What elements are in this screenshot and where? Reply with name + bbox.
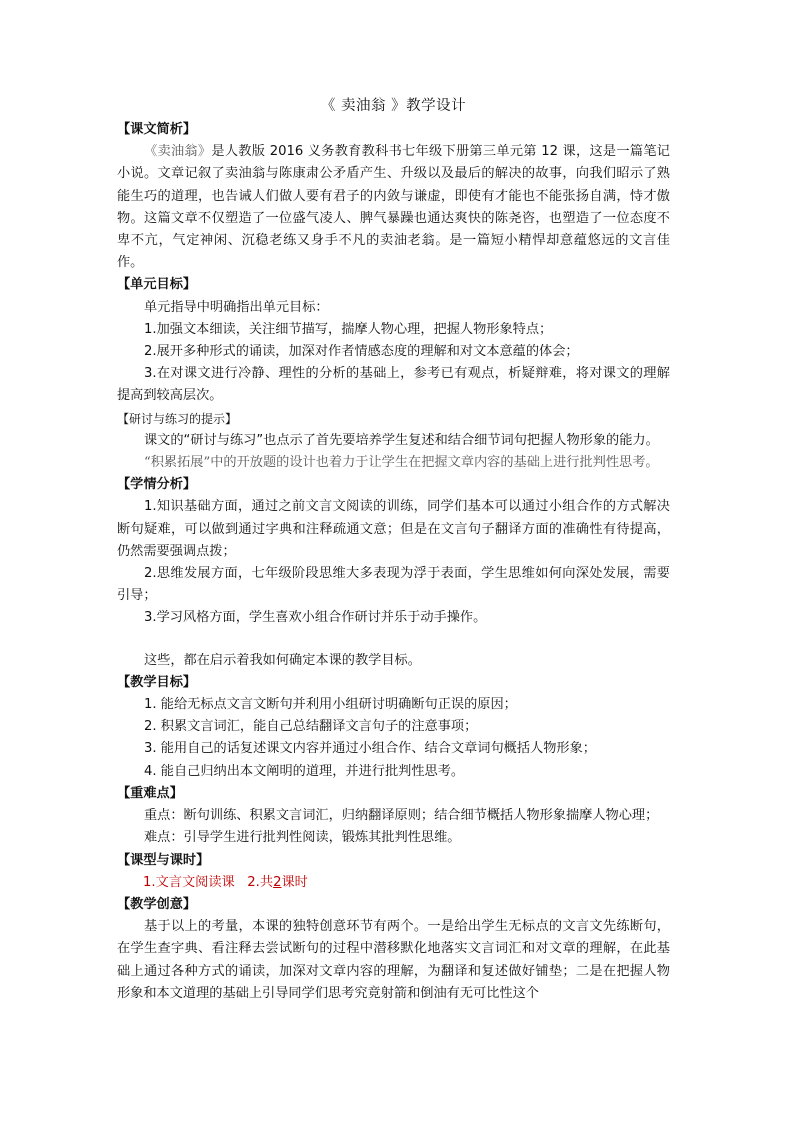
teaching-goal-item: 1. 能给无标点文言文断句并利用小组研讨明确断句正误的原因； (144, 697, 517, 713)
unit-goals-intro: 单元指导中明确指出单元目标： (144, 299, 329, 315)
heading-text-analysis: 【课文简析】 (117, 122, 197, 137)
unit-goal-item: 2.展开多种形式的诵读，加深对作者情感态度的理解和对文本意蕴的体会； (144, 344, 579, 360)
lesson-hours-value: 2 (273, 874, 282, 890)
learner-analysis-item: 2.思维发展方面，七年级阶段思维大多表现为浮于表面，学生思维如何向深处发展，需要引导； (117, 566, 670, 604)
heading-unit-goals: 【单元目标】 (117, 277, 197, 293)
spacer (117, 630, 670, 650)
heading-creativity: 【教学创意】 (117, 896, 197, 912)
document-page (117, 95, 670, 1005)
lesson-hours-prefix: 2.共 (247, 874, 274, 890)
heading-key-points: 【重难点】 (117, 785, 183, 801)
heading-exercise-hints: 【研讨与练习的提示】 (117, 411, 238, 426)
unit-goal-item: 1.加强文本细读，关注细节描写，揣摩人物心理，把握人物形象特点； (144, 321, 553, 337)
teaching-goal-item: 2. 积累文言词汇，能自己总结翻译文言句子的注意事项； (144, 719, 478, 735)
text-analysis-body: 是人教版 2016 义务教育教科书七年级下册第三单元第 12 课，这是一篇笔记小说。文章记叙了卖油翁与陈康肃公矛盾产生、升级以及最后的解决的故事，向我们昭示了熟能生巧的道理，也告诫人们做人要有君子的内敛与谦虚，即使有才能也不能张扬自满，恃才傲物。这篇文章不仅塑造了一位盛气凌人、脾气暴躁也通达爽快的陈尧咨，也塑造了一位态度不卑不亢，气定神闲、沉稳老练又身手不凡的卖油老翁。是一篇短小精悍却意蕴悠远的文言佳作。 (117, 144, 670, 271)
teaching-goal-item: 4. 能自己归纳出本文阐明的道理，并进行批判性思考。 (144, 763, 465, 779)
page-title: 《 卖油翁 》教学设计 (320, 98, 467, 114)
lesson-type-line (117, 872, 670, 894)
teaching-goal-item: 3. 能用自己的话复述课文内容并通过小组合作、结合文章词句概括人物形象； (144, 741, 596, 757)
learner-analysis-item: 1.知识基础方面，通过之前文言文阅读的训练，同学们基本可以通过小组合作的方式解决断句疑难，可以做到通过字典和注释疏通文意；但是在文言句子翻译方面的准确性有待提高，仍然需要强调点拨； (117, 499, 670, 559)
heading-lesson-type: 【课型与课时】 (117, 852, 210, 868)
heading-learner-analysis: 【学情分析】 (117, 477, 197, 493)
difficult-point-text: 难点：引导学生进行批判性阅读，锻炼其批判性思维。 (144, 830, 461, 846)
lesson-hours-suffix: 课时 (281, 874, 308, 890)
creativity-paragraph: 基于以上的考量，本课的独特创意环节有两个。一是给出学生无标点的文言文先练断句，在学生查字典、看注释去尝试断句的过程中潜移默化地落实文言词汇和对文章的理解，在此基础上通过各种方式的诵读，加深对文章内容的理解，为翻译和复述做好铺垫；二是在把握人物形象和本文道理的基础上引导同学们思考究竟射箭和倒油有无可比性这个 (117, 919, 670, 1001)
exercise-hints-paragraph-2: “积累拓展”中的开放题的设计也着力于让学生在把握文章内容的基础上进行批判性思考。 (144, 455, 659, 471)
learner-analysis-conclusion: 这些，都在启示着我如何确定本课的教学目标。 (144, 652, 421, 668)
key-point-text: 重点：断句训练、积累文言词汇，归纳翻译原则；结合细节概括人物形象揣摩人物心理； (144, 808, 659, 824)
exercise-hints-paragraph-1: 课文的“研讨与练习”也点示了首先要培养学生复述和结合细节词句把握人物形象的能力。 (144, 432, 659, 448)
lesson-type-label: 1.文言文阅读课 (143, 874, 235, 890)
heading-teaching-goals: 【教学目标】 (117, 674, 197, 690)
text-analysis-lead: 《卖油翁》 (144, 144, 212, 160)
learner-analysis-item: 3.学习风格方面，学生喜欢小组合作研讨并乐于动手操作。 (144, 610, 487, 626)
unit-goal-item: 3.在对课文进行冷静、理性的分析的基础上，参考已有观点，析疑辩难，将对课文的理解提高到较高层次。 (117, 366, 670, 404)
text-analysis-paragraph (117, 141, 670, 274)
